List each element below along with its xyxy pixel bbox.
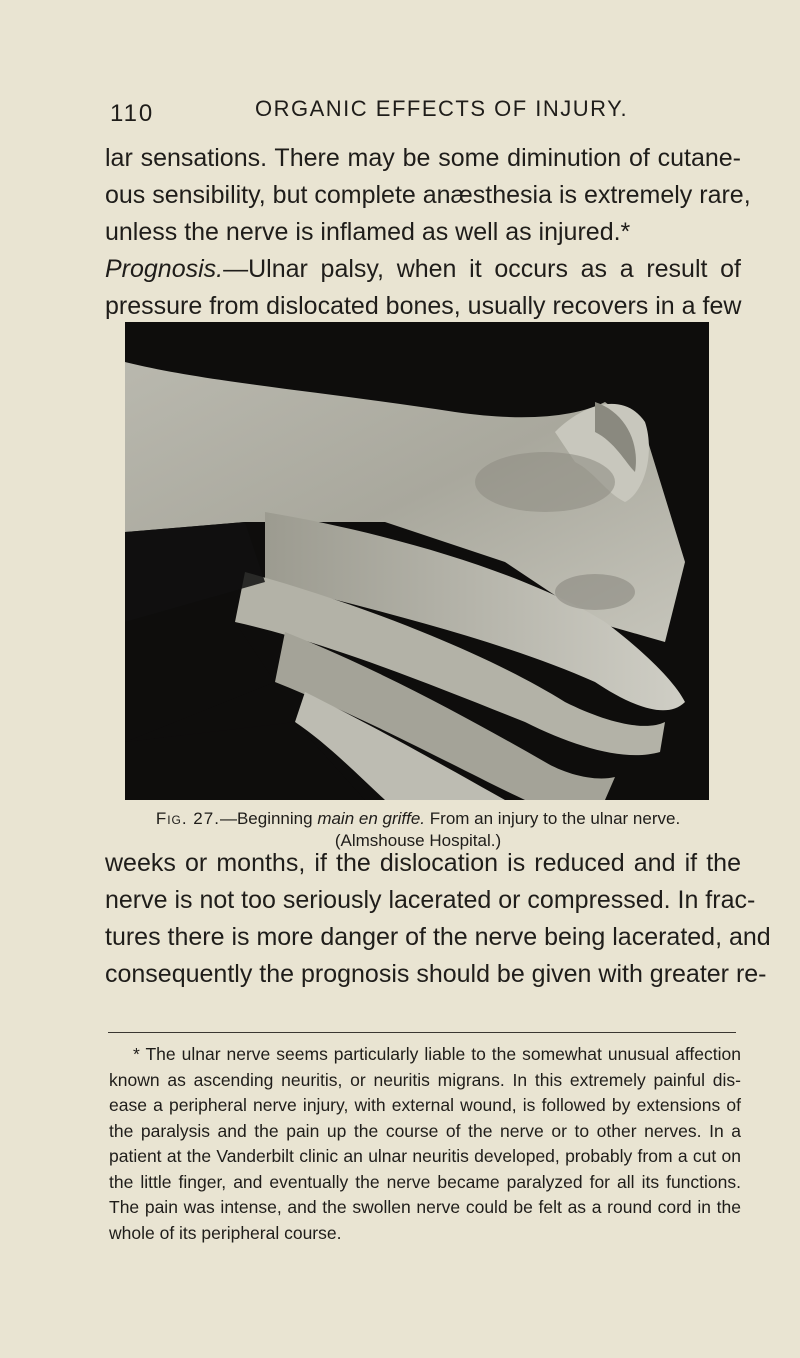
body-paragraph-top	[105, 140, 751, 325]
hand-photograph	[125, 322, 709, 800]
footnote-line: * The ulnar nerve seems particularly liable to the somewhat unusual affection	[133, 1044, 741, 1064]
text-line: pressure from dislocated bones, usually recovers in a few	[105, 292, 742, 320]
text-segment: —Ulnar palsy, when it occurs as a result of	[223, 255, 741, 283]
footnote-line: the paralysis and the pain up the course of the nerve or to other nerves. In a	[109, 1120, 741, 1141]
footnote-line: whole of its peripheral course.	[109, 1222, 342, 1243]
footnote-line: the little finger, and eventually the nerve became paralyzed for all its functions.	[109, 1171, 741, 1192]
text-line: unless the nerve is inflamed as well as injured.*	[105, 218, 631, 246]
caption-text: —Beginning	[219, 809, 313, 828]
caption-italic: main en griffe.	[317, 809, 426, 828]
prognosis-heading: Prognosis.	[105, 255, 224, 283]
caption-rest: From an injury to the ulnar nerve.	[429, 809, 681, 828]
text-line: lar sensations. There may be some diminution of cutane-	[105, 144, 741, 172]
text-line: tures there is more danger of the nerve being lacerated, and	[105, 923, 771, 951]
footnote-line: known as ascending neuritis, or neuritis migrans. In this extremely painful dis-	[109, 1069, 741, 1090]
caption-source: (Almshouse Hospital.)	[334, 831, 502, 850]
text-line: consequently the prognosis should be given with greater re-	[105, 960, 767, 988]
footnote	[109, 1042, 741, 1246]
footnote-line: patient at the Vanderbilt clinic an ulnar neuritis developed, probably from a cut on	[109, 1146, 741, 1166]
page-number: 110	[110, 100, 155, 127]
text-line: ous sensibility, but complete anæsthesia is extremely rare,	[105, 181, 751, 209]
figure-label: Fig. 27.	[155, 809, 220, 828]
body-paragraph-bottom	[105, 845, 771, 993]
footnote-line: ease a peripheral nerve injury, with external wound, is followed by extensions of	[109, 1095, 741, 1115]
footnote-line: The pain was intense, and the swollen nerve could be felt as a round cord in the	[109, 1197, 741, 1217]
page-header	[108, 96, 748, 130]
caption-line	[128, 808, 708, 830]
text-line: weeks or months, if the dislocation is reduced and if the	[105, 849, 741, 877]
running-head: ORGANIC EFFECTS OF INJURY.	[255, 96, 629, 121]
footnote-divider	[108, 1032, 736, 1033]
text-line	[105, 251, 741, 288]
text-line: nerve is not too seriously lacerated or compressed. In frac-	[105, 886, 756, 914]
